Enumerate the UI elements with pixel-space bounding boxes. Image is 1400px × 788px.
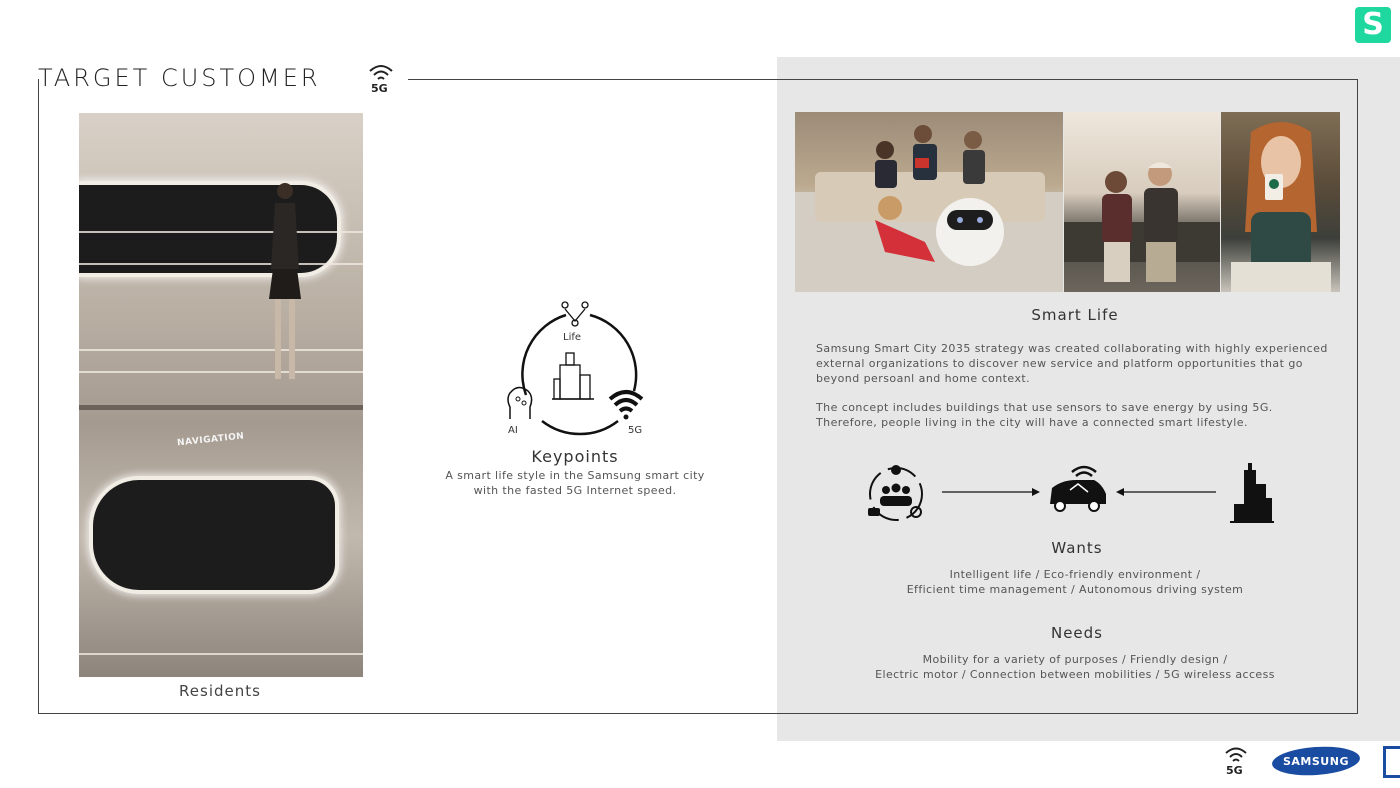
family-robot-photo bbox=[795, 112, 1063, 292]
brand-square-mark bbox=[1383, 746, 1400, 778]
wifi-icon bbox=[610, 392, 642, 420]
needs-list bbox=[820, 652, 1330, 682]
keypoints-title: Keypoints bbox=[531, 447, 619, 466]
rail bbox=[79, 263, 363, 265]
title-divider bbox=[408, 79, 1358, 80]
wants-line: Intelligent life / Eco-friendly environment / bbox=[949, 568, 1201, 581]
wants-title: Wants bbox=[1051, 539, 1103, 557]
ai-head-icon bbox=[508, 387, 532, 419]
keypoints-diagram bbox=[498, 295, 658, 445]
navigation-sign: NAVIGATION bbox=[176, 431, 245, 449]
needs-line: Electric motor / Connection between mobilities / 5G wireless access bbox=[875, 668, 1275, 681]
rail bbox=[79, 231, 363, 233]
5g-label: 5G bbox=[628, 425, 643, 436]
5g-badge-text: 5G bbox=[371, 82, 388, 95]
rail bbox=[79, 653, 363, 655]
rail bbox=[79, 371, 363, 373]
keypoints-description-line: with the fasted 5G Internet speed. bbox=[473, 484, 677, 497]
footer-5g-text: 5G bbox=[1226, 764, 1243, 776]
mobility-flow-diagram bbox=[862, 460, 1292, 528]
page-title: TARGET CUSTOMER bbox=[38, 64, 321, 92]
s-logo-icon: S bbox=[1355, 7, 1391, 43]
deck-edge bbox=[79, 405, 363, 410]
samsung-logo bbox=[1271, 746, 1361, 776]
rail bbox=[79, 349, 363, 351]
smart-life-title: Smart Life bbox=[1031, 306, 1119, 324]
people-network-icon bbox=[562, 302, 588, 326]
keypoints-description-line: A smart life style in the Samsung smart city bbox=[445, 469, 705, 482]
smart-life-paragraph: Samsung Smart City 2035 strategy was created collaborating with highly experienced external organizations to discover new service and platform opportunities that go beyond persoanl and home context. bbox=[816, 342, 1328, 385]
skyscraper-city-icon bbox=[1230, 463, 1274, 522]
connected-car-icon bbox=[1050, 467, 1106, 511]
residents-image bbox=[79, 113, 363, 677]
samsung-logo-text: SAMSUNG bbox=[1283, 755, 1349, 768]
needs-line: Mobility for a variety of purposes / Friendly design / bbox=[922, 653, 1228, 666]
5g-wifi-icon bbox=[366, 61, 396, 95]
woman-figure bbox=[265, 179, 305, 389]
wants-list bbox=[820, 567, 1330, 597]
smart-life-paragraph: The concept includes buildings that use sensors to save energy by using 5G. Therefore, people living in the city will have a connected smart lifestyle. bbox=[816, 401, 1273, 429]
community-icon bbox=[868, 465, 922, 520]
woman-with-drink-photo bbox=[1221, 112, 1340, 292]
elderly-couple-photo bbox=[1064, 112, 1220, 292]
needs-title: Needs bbox=[1050, 624, 1103, 642]
keypoints-description bbox=[410, 468, 740, 498]
footer-5g-icon bbox=[1222, 744, 1250, 776]
window-lower bbox=[89, 476, 339, 594]
residents-caption: Residents bbox=[179, 682, 261, 700]
wants-line: Efficient time management / Autonomous driving system bbox=[906, 583, 1244, 596]
city-buildings-icon bbox=[552, 353, 594, 399]
life-label: Life bbox=[563, 332, 582, 343]
ai-label: AI bbox=[508, 425, 518, 436]
